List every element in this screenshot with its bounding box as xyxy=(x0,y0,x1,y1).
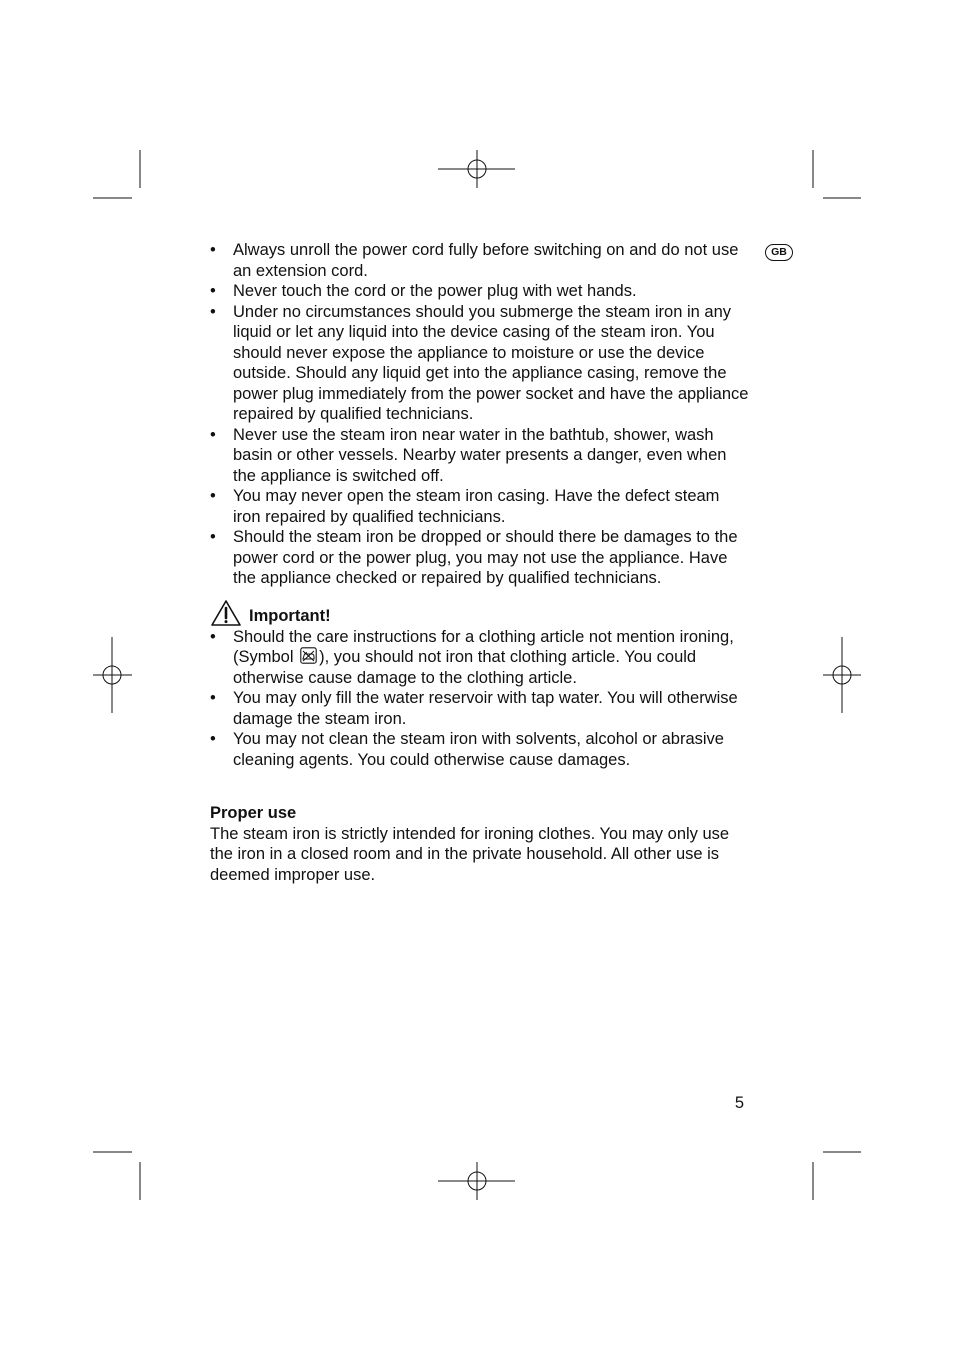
list-item xyxy=(210,240,750,281)
bullet: • xyxy=(210,302,216,321)
important-heading xyxy=(210,599,750,627)
important-list xyxy=(210,627,750,771)
bullet: • xyxy=(210,627,216,646)
bullet: • xyxy=(210,241,216,259)
safety-list xyxy=(210,240,750,589)
list-item xyxy=(210,627,750,689)
proper-use-title: Proper use xyxy=(210,804,297,822)
care-text-after: ), you should not iron that clothing article. You could otherwise cause damage to the clothing article. xyxy=(233,648,697,687)
list-item-text: Always unroll the power cord fully before switching on and do not use an extension cord. xyxy=(233,241,739,280)
no-ironing-symbol-icon xyxy=(300,647,317,664)
list-item-text: Should the steam iron be dropped or should there be damages to the power cord or the power plug, you may not use the appliance. Have the appliance checked or repaired by qualified technicians. xyxy=(233,528,738,587)
page-number: 5 xyxy=(734,1094,744,1112)
bullet: • xyxy=(210,689,216,707)
warning-triangle-icon xyxy=(210,599,242,627)
bullet: • xyxy=(210,487,216,505)
list-item xyxy=(210,425,750,487)
proper-use-text: The steam iron is strictly intended for ironing clothes. You may only use the iron in a closed room and in the private household. All other use is deemed improper use. xyxy=(210,824,730,884)
list-item-text: Never touch the cord or the power plug with wet hands. xyxy=(233,282,637,300)
list-item xyxy=(210,281,750,302)
list-item-text: Never use the steam iron near water in the bathtub, shower, wash basin or other vessels. Nearby water presents a danger, even when the appliance is switched off. xyxy=(233,425,727,485)
language-badge: GB xyxy=(765,244,793,261)
list-item xyxy=(210,527,750,589)
bullet: • xyxy=(210,730,216,748)
list-item-text: You may not clean the steam iron with solvents, alcohol or abrasive cleaning agents. You could otherwise cause damages. xyxy=(233,730,724,769)
page-content xyxy=(210,240,750,885)
list-item xyxy=(210,302,750,425)
bullet: • xyxy=(210,282,216,300)
list-item-text: You may never open the steam iron casing. Have the defect steam iron repaired by qualified technicians. xyxy=(233,487,720,526)
list-item xyxy=(210,486,750,527)
list-item-text: You may only fill the water reservoir with tap water. You will otherwise damage the steam iron. xyxy=(233,689,738,728)
care-text-before: Should the care instructions for a clothing article not mention ironing, (Symbol xyxy=(233,627,734,666)
bullet: • xyxy=(210,425,216,444)
important-title: Important! xyxy=(249,607,331,625)
list-item-text: Under no circumstances should you submerge the steam iron in any liquid or let any liquid into the device casing of the steam iron. You should never expose the appliance to moisture or use the device outside. Should any liquid get into the appliance casing, remove the power plug immediately from the power socket and have the appliance repaired by qualified technicians. xyxy=(233,302,749,423)
bullet: • xyxy=(210,528,216,546)
list-item xyxy=(210,729,750,770)
list-item xyxy=(210,688,750,729)
